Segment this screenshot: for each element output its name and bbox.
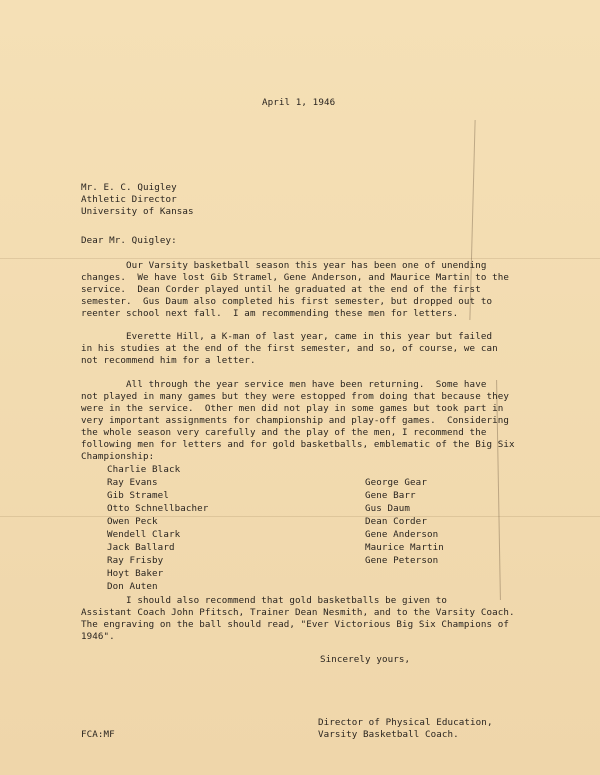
player-name: Gus Daum bbox=[365, 503, 411, 514]
text-line: All through the year service men have been returning. Some have bbox=[81, 379, 487, 390]
typist-initials: FCA:MF bbox=[81, 729, 115, 740]
text-line: reenter school next fall. I am recommending these men for letters. bbox=[81, 308, 459, 319]
text-line: very important assignments for championship and play-off games. Considering bbox=[81, 415, 509, 426]
text-line: 1946". bbox=[81, 631, 115, 642]
player-name: Don Auten bbox=[107, 581, 158, 592]
player-name: Jack Ballard bbox=[107, 542, 175, 553]
text-line: not played in many games but they were estopped from doing that because they bbox=[81, 391, 509, 402]
salutation: Dear Mr. Quigley: bbox=[81, 235, 177, 246]
text-line: semester. Gus Daum also completed his first semester, but dropped out to bbox=[81, 296, 493, 307]
text-line: Everette Hill, a K-man of last year, came in this year but failed bbox=[81, 331, 493, 342]
paper-fold bbox=[0, 516, 600, 517]
player-name: Ray Frisby bbox=[107, 555, 164, 566]
player-name: Ray Evans bbox=[107, 477, 158, 488]
text-line: Championship: bbox=[81, 451, 155, 462]
signature-title: Director of Physical Education, bbox=[318, 717, 493, 728]
text-line: Our Varsity basketball season this year has been one of unending bbox=[81, 260, 487, 271]
player-name: Otto Schnellbacher bbox=[107, 503, 209, 514]
player-name: George Gear bbox=[365, 477, 427, 488]
paper-fold bbox=[0, 258, 600, 259]
recipient-institution: University of Kansas bbox=[81, 206, 194, 217]
text-line: changes. We have lost Gib Stramel, Gene Anderson, and Maurice Martin to the bbox=[81, 272, 509, 283]
player-name: Dean Corder bbox=[365, 516, 427, 527]
text-line: I should also recommend that gold basketballs be given to bbox=[81, 595, 448, 606]
player-name: Maurice Martin bbox=[365, 542, 444, 553]
player-name: Charlie Black bbox=[107, 464, 181, 475]
text-line: Assistant Coach John Pfitsch, Trainer Dean Nesmith, and to the Varsity Coach. bbox=[81, 607, 515, 618]
text-line: in his studies at the end of the first semester, and so, of course, we can bbox=[81, 343, 498, 354]
recipient-name: Mr. E. C. Quigley bbox=[81, 182, 177, 193]
player-name: Gene Anderson bbox=[365, 529, 439, 540]
text-line: service. Dean Corder played until he graduated at the end of the first bbox=[81, 284, 481, 295]
player-name: Gene Barr bbox=[365, 490, 416, 501]
text-line: following men for letters and for gold basketballs, emblematic of the Big Six bbox=[81, 439, 515, 450]
valediction: Sincerely yours, bbox=[320, 654, 411, 665]
player-name: Wendell Clark bbox=[107, 529, 181, 540]
player-name: Owen Peck bbox=[107, 516, 158, 527]
player-name: Hoyt Baker bbox=[107, 568, 164, 579]
text-line: the whole season very carefully and the play of the men, I recommend the bbox=[81, 427, 487, 438]
text-line: The engraving on the ball should read, "Ever Victorious Big Six Champions of bbox=[81, 619, 509, 630]
letter-date: April 1, 1946 bbox=[262, 97, 336, 108]
text-line: were in the service. Other men did not play in some games but took part in bbox=[81, 403, 504, 414]
text-line: not recommend him for a letter. bbox=[81, 355, 256, 366]
player-name: Gene Peterson bbox=[365, 555, 439, 566]
recipient-title: Athletic Director bbox=[81, 194, 177, 205]
signature-title: Varsity Basketball Coach. bbox=[318, 729, 459, 740]
player-name: Gib Stramel bbox=[107, 490, 169, 501]
